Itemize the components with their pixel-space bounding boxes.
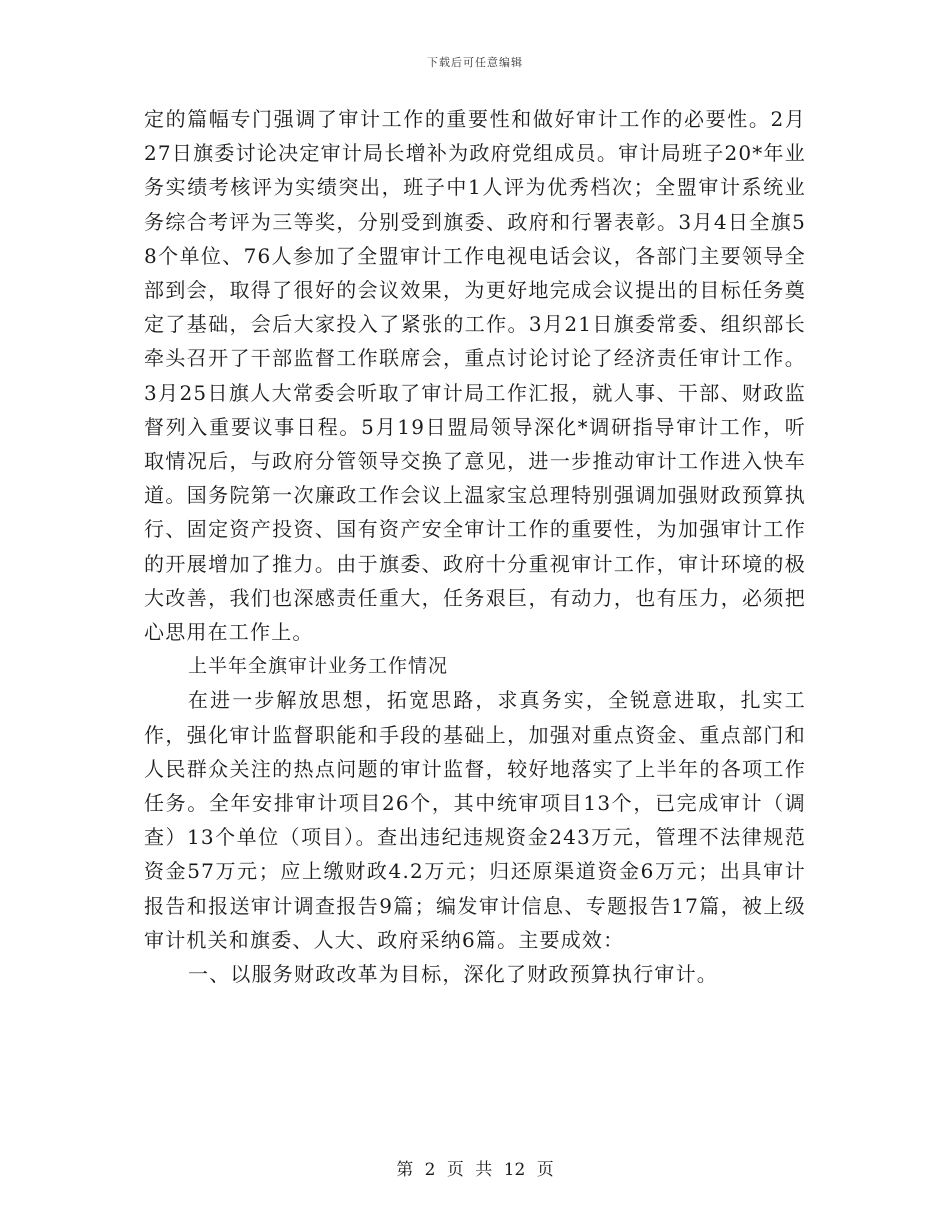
page-header-note: 下载后可任意编辑 bbox=[427, 56, 523, 69]
paragraph-continuation: 定的篇幅专门强调了审计工作的重要性和做好审计工作的必要性。2月27日旗委讨论决定审计局长增补为政府党组成员。审计局班子20*年业务实绩考核评为实绩突出，班子中1人评为优秀档次；全盟审计系统业务综合考评为三等奖，分别受到旗委、政府和行署表彰。3月4日全旗58个单位、76人参加了全盟审计工作电视电话会议，各部门主要领导全部到会，取得了很好的会议效果，为更好地完成会议提出的目标任务奠定了基础，会后大家投入了紧张的工作。3月21日旗委常委、组织部长牵头召开了干部监督工作联席会，重点讨论讨论了经济责任审计工作。3月25日旗人大常委会听取了审计局工作汇报，就人事、干部、财政监督列入重要议事日程。5月19日盟局领导深化*调研指导审计工作，听取情况后，与政府分管领导交换了意见，进一步推动审计工作进入快车道。国务院第一次廉政工作会议上温家宝总理特别强调加强财政预算执行、固定资产投资、国有资产安全审计工作的重要性，为加强审计工作的开展增加了推力。由于旗委、政府十分重视审计工作，审计环境的极大改善，我们也深感责任重大，任务艰巨，有动力，也有压力，必须把心思用在工作上。 bbox=[144, 107, 806, 645]
paragraph-item-one: 一、以服务财政改革为目标，深化了财政预算执行审计。 bbox=[188, 962, 718, 987]
paragraph-work-summary: 在进一步解放思想，拓宽思路，求真务实，全锐意进取，扎实工作，强化审计监督职能和手段的基础上，加强对重点资金、重点部门和人民群众关注的热点问题的审计监督，较好地落实了上半年的各项工作任务。全年安排审计项目26个，其中统审项目13个，已完成审计（调查）13个单位（项目）。查出违纪违规资金243万元，管理不法律规范资金57万元；应上缴财政4.2万元；归还原渠道资金6万元；出具审计报告和报送审计调查报告9篇；编发审计信息、专题报告17篇，被上级审计机关和旗委、人大、政府采纳6篇。主要成效： bbox=[144, 688, 806, 952]
section-heading: 上半年全旗审计业务工作情况 bbox=[188, 655, 449, 678]
document-body bbox=[144, 102, 806, 991]
page-number-footer: 第 2 页 共 12 页 bbox=[396, 1160, 554, 1180]
